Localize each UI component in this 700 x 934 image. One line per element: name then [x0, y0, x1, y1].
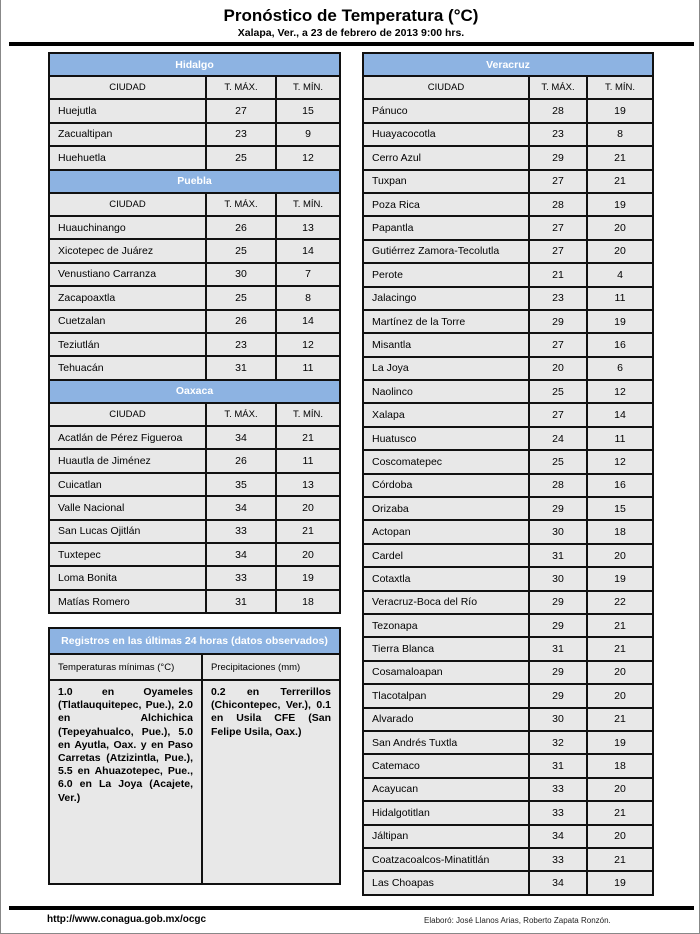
min-temp: 21 — [587, 848, 653, 871]
column-header-city: CIUDAD — [363, 76, 529, 99]
min-temp: 21 — [276, 426, 340, 449]
column-header-city: CIUDAD — [49, 193, 206, 216]
column-header-max: T. MÁX. — [206, 403, 276, 426]
table-row — [363, 848, 653, 871]
min-temp: 7 — [276, 263, 340, 286]
min-temp: 20 — [587, 240, 653, 263]
city-name: Acayucan — [363, 778, 529, 801]
max-temp: 33 — [529, 778, 587, 801]
city-name: Martínez de la Torre — [363, 310, 529, 333]
table-row — [363, 403, 653, 426]
min-temp: 16 — [587, 474, 653, 497]
state-name: Veracruz — [363, 53, 653, 76]
max-temp: 28 — [529, 193, 587, 216]
max-temp: 27 — [529, 333, 587, 356]
city-name: Tlacotalpan — [363, 684, 529, 707]
max-temp: 34 — [206, 496, 276, 519]
min-temp: 11 — [276, 356, 340, 379]
max-temp: 26 — [206, 449, 276, 472]
city-name: Matías Romero — [49, 590, 206, 613]
city-name: Las Choapas — [363, 871, 529, 894]
max-temp: 33 — [206, 566, 276, 589]
min-temp: 22 — [587, 591, 653, 614]
max-temp: 29 — [529, 684, 587, 707]
max-temp: 34 — [206, 426, 276, 449]
city-name: Tezonapa — [363, 614, 529, 637]
city-name: Huehuetla — [49, 146, 206, 169]
min-temp: 20 — [587, 684, 653, 707]
page-subtitle: Xalapa, Ver., a 23 de febrero de 2013 9:00 hrs. — [237, 27, 465, 39]
max-temp: 29 — [529, 591, 587, 614]
column-header-city: CIUDAD — [49, 76, 206, 99]
table-row — [363, 170, 653, 193]
column-header-row — [363, 76, 653, 99]
city-name: Córdoba — [363, 474, 529, 497]
min-temp: 20 — [276, 496, 340, 519]
city-name: San Lucas Ojitlán — [49, 520, 206, 543]
city-name: Huayacocotla — [363, 123, 529, 146]
city-name: Teziutlán — [49, 333, 206, 356]
table-row — [363, 544, 653, 567]
observations-title: Registros en las últimas 24 horas (datos observados) — [49, 628, 340, 654]
table-row — [363, 825, 653, 848]
column-header-max: T. MÁX. — [529, 76, 587, 99]
max-temp: 28 — [529, 99, 587, 122]
city-name: Acatlán de Pérez Figueroa — [49, 426, 206, 449]
min-temp: 12 — [276, 333, 340, 356]
city-name: Misantla — [363, 333, 529, 356]
min-temp: 8 — [276, 286, 340, 309]
min-temp: 19 — [276, 566, 340, 589]
min-temp: 19 — [587, 310, 653, 333]
table-row — [363, 357, 653, 380]
min-temp: 8 — [587, 123, 653, 146]
column-header-max: T. MÁX. — [206, 193, 276, 216]
min-temp: 19 — [587, 731, 653, 754]
min-temp: 20 — [587, 661, 653, 684]
top-divider — [9, 42, 694, 46]
city-name: Actopan — [363, 520, 529, 543]
min-temp: 21 — [587, 801, 653, 824]
column-header-min: T. MÍN. — [587, 76, 653, 99]
table-row — [363, 474, 653, 497]
page-title: Pronóstico de Temperatura (°C) — [223, 6, 479, 25]
city-name: Coatzacoalcos-Minatitlán — [363, 848, 529, 871]
max-temp: 30 — [206, 263, 276, 286]
left-forecast-table — [48, 52, 341, 614]
table-row — [49, 239, 340, 262]
max-temp: 25 — [529, 380, 587, 403]
city-name: Venustiano Carranza — [49, 263, 206, 286]
city-name: Huauchinango — [49, 216, 206, 239]
table-row — [49, 146, 340, 169]
table-row — [49, 520, 340, 543]
max-temp: 33 — [206, 520, 276, 543]
table-row — [363, 591, 653, 614]
min-temp: 9 — [276, 123, 340, 146]
city-name: Jáltipan — [363, 825, 529, 848]
table-row — [363, 497, 653, 520]
table-row — [49, 543, 340, 566]
min-temp: 14 — [276, 239, 340, 262]
table-row — [363, 731, 653, 754]
min-temp: 12 — [587, 380, 653, 403]
city-name: Tuxpan — [363, 170, 529, 193]
city-name: Papantla — [363, 216, 529, 239]
city-name: Hidalgotitlan — [363, 801, 529, 824]
table-row — [49, 286, 340, 309]
table-row — [49, 566, 340, 589]
max-temp: 24 — [529, 427, 587, 450]
max-temp: 23 — [529, 287, 587, 310]
city-name: Zacapoaxtla — [49, 286, 206, 309]
state-header-row — [49, 53, 340, 76]
table-row — [363, 614, 653, 637]
bottom-divider — [9, 906, 694, 910]
city-name: Cardel — [363, 544, 529, 567]
table-row — [363, 754, 653, 777]
table-row — [363, 567, 653, 590]
min-temp: 19 — [587, 567, 653, 590]
footer-credit: Elaboró: José Llanos Arias, Roberto Zapata Ronzón. — [424, 916, 611, 925]
min-temp: 12 — [587, 450, 653, 473]
max-temp: 29 — [529, 146, 587, 169]
state-header-row — [363, 53, 653, 76]
city-name: Cuicatlan — [49, 473, 206, 496]
min-temp-header: Temperaturas mínimas (°C) — [49, 654, 202, 680]
table-row — [363, 99, 653, 122]
city-name: Perote — [363, 263, 529, 286]
max-temp: 33 — [529, 801, 587, 824]
max-temp: 26 — [206, 310, 276, 333]
city-name: Veracruz-Boca del Río — [363, 591, 529, 614]
max-temp: 31 — [206, 356, 276, 379]
min-temp: 19 — [587, 193, 653, 216]
table-row — [363, 123, 653, 146]
table-row — [49, 263, 340, 286]
city-name: Huejutla — [49, 99, 206, 122]
max-temp: 31 — [529, 637, 587, 660]
table-row — [363, 310, 653, 333]
table-row — [363, 146, 653, 169]
state-header-row — [49, 170, 340, 193]
max-temp: 32 — [529, 731, 587, 754]
column-header-row — [49, 403, 340, 426]
table-row — [363, 871, 653, 894]
max-temp: 30 — [529, 520, 587, 543]
min-temp: 13 — [276, 216, 340, 239]
city-name: Alvarado — [363, 708, 529, 731]
table-row — [49, 590, 340, 613]
min-temp: 11 — [587, 287, 653, 310]
city-name: Cotaxtla — [363, 567, 529, 590]
min-temp: 19 — [587, 871, 653, 894]
state-name: Hidalgo — [49, 53, 340, 76]
max-temp: 29 — [529, 497, 587, 520]
min-temp: 21 — [587, 614, 653, 637]
min-temp: 18 — [587, 520, 653, 543]
city-name: Xalapa — [363, 403, 529, 426]
min-temp: 16 — [587, 333, 653, 356]
column-header-city: CIUDAD — [49, 403, 206, 426]
min-temp: 20 — [587, 216, 653, 239]
table-row — [363, 287, 653, 310]
min-temp: 6 — [587, 357, 653, 380]
column-header-min: T. MÍN. — [276, 193, 340, 216]
city-name: Coscomatepec — [363, 450, 529, 473]
max-temp: 21 — [529, 263, 587, 286]
min-temp: 15 — [587, 497, 653, 520]
city-name: San Andrés Tuxtla — [363, 731, 529, 754]
city-name: Xicotepec de Juárez — [49, 239, 206, 262]
city-name: Cerro Azul — [363, 146, 529, 169]
max-temp: 26 — [206, 216, 276, 239]
column-header-max: T. MÁX. — [206, 76, 276, 99]
table-row — [363, 216, 653, 239]
max-temp: 29 — [529, 661, 587, 684]
table-row — [363, 240, 653, 263]
max-temp: 27 — [529, 170, 587, 193]
min-temp: 18 — [587, 754, 653, 777]
table-row — [363, 708, 653, 731]
min-temp: 21 — [587, 708, 653, 731]
max-temp: 23 — [206, 333, 276, 356]
max-temp: 35 — [206, 473, 276, 496]
max-temp: 33 — [529, 848, 587, 871]
footer-url-link[interactable]: http://www.conagua.gob.mx/ocgc — [47, 914, 207, 925]
table-row — [49, 99, 340, 122]
column-header-row — [49, 76, 340, 99]
city-name: Gutiérrez Zamora-Tecolutla — [363, 240, 529, 263]
column-header-row — [49, 193, 340, 216]
min-temp: 21 — [587, 170, 653, 193]
max-temp: 23 — [529, 123, 587, 146]
min-temp: 4 — [587, 263, 653, 286]
min-temp: 14 — [587, 403, 653, 426]
max-temp: 29 — [529, 614, 587, 637]
city-name: Valle Nacional — [49, 496, 206, 519]
city-name: Tierra Blanca — [363, 637, 529, 660]
min-temp: 18 — [276, 590, 340, 613]
max-temp: 31 — [206, 590, 276, 613]
max-temp: 30 — [529, 708, 587, 731]
table-row — [49, 356, 340, 379]
city-name: Zacualtipan — [49, 123, 206, 146]
table-row — [363, 684, 653, 707]
city-name: Cuetzalan — [49, 310, 206, 333]
max-temp: 25 — [206, 239, 276, 262]
min-temp: 21 — [587, 146, 653, 169]
state-name: Puebla — [49, 170, 340, 193]
max-temp: 25 — [206, 146, 276, 169]
max-temp: 25 — [206, 286, 276, 309]
city-name: Jalacingo — [363, 287, 529, 310]
table-row — [363, 637, 653, 660]
max-temp: 30 — [529, 567, 587, 590]
table-row — [49, 123, 340, 146]
max-temp: 23 — [206, 123, 276, 146]
table-row — [49, 426, 340, 449]
max-temp: 20 — [529, 357, 587, 380]
table-row — [49, 473, 340, 496]
max-temp: 31 — [529, 544, 587, 567]
city-name: Orizaba — [363, 497, 529, 520]
table-row — [363, 193, 653, 216]
table-row — [363, 450, 653, 473]
min-temp: 19 — [587, 99, 653, 122]
table-row — [49, 310, 340, 333]
table-row — [363, 661, 653, 684]
min-temp: 21 — [587, 637, 653, 660]
max-temp: 25 — [529, 450, 587, 473]
min-temp: 15 — [276, 99, 340, 122]
min-temp: 20 — [587, 544, 653, 567]
state-name: Oaxaca — [49, 380, 340, 403]
city-name: Pánuco — [363, 99, 529, 122]
max-temp: 31 — [529, 754, 587, 777]
veracruz-forecast-table — [362, 52, 654, 896]
city-name: La Joya — [363, 357, 529, 380]
min-temp: 12 — [276, 146, 340, 169]
state-header-row — [49, 380, 340, 403]
max-temp: 27 — [529, 240, 587, 263]
min-temp: 11 — [587, 427, 653, 450]
table-row — [363, 801, 653, 824]
city-name: Catemaco — [363, 754, 529, 777]
min-temp: 20 — [587, 825, 653, 848]
column-header-min: T. MÍN. — [276, 76, 340, 99]
table-row — [49, 449, 340, 472]
min-temp: 20 — [587, 778, 653, 801]
column-header-min: T. MÍN. — [276, 403, 340, 426]
max-temp: 29 — [529, 310, 587, 333]
min-temp-text: 1.0 en Oyameles (Tlatlauquitepec, Pue.), 2.0 en Alchichica (Tepeyahualco, Pue.), 5.0 en Ayutla, Oax. y en Paso Carretas (Atzizintla, Pue.), 5.5 en Ahuazotepec, Pue., 6.0 en La Joya (Acajete, Ver.) — [49, 680, 202, 884]
city-name: Cosamaloapan — [363, 661, 529, 684]
table-row — [49, 333, 340, 356]
city-name: Huautla de Jiménez — [49, 449, 206, 472]
city-name: Tehuacán — [49, 356, 206, 379]
table-row — [363, 778, 653, 801]
precip-header: Precipitaciones (mm) — [202, 654, 340, 680]
max-temp: 28 — [529, 474, 587, 497]
table-row — [363, 333, 653, 356]
max-temp: 34 — [206, 543, 276, 566]
city-name: Tuxtepec — [49, 543, 206, 566]
max-temp: 34 — [529, 871, 587, 894]
max-temp: 27 — [529, 216, 587, 239]
precip-text: 0.2 en Terrerillos (Chicontepec, Ver.), 0.1 en Usila CFE (San Felipe Usila, Oax.) — [202, 680, 340, 884]
table-row — [363, 380, 653, 403]
min-temp: 13 — [276, 473, 340, 496]
min-temp: 20 — [276, 543, 340, 566]
city-name: Huatusco — [363, 427, 529, 450]
observations-table — [48, 627, 341, 885]
max-temp: 27 — [206, 99, 276, 122]
city-name: Loma Bonita — [49, 566, 206, 589]
table-row — [49, 216, 340, 239]
max-temp: 34 — [529, 825, 587, 848]
max-temp: 27 — [529, 403, 587, 426]
table-row — [49, 496, 340, 519]
city-name: Naolinco — [363, 380, 529, 403]
table-row — [363, 520, 653, 543]
min-temp: 11 — [276, 449, 340, 472]
table-row — [363, 263, 653, 286]
min-temp: 21 — [276, 520, 340, 543]
table-row — [363, 427, 653, 450]
city-name: Poza Rica — [363, 193, 529, 216]
min-temp: 14 — [276, 310, 340, 333]
